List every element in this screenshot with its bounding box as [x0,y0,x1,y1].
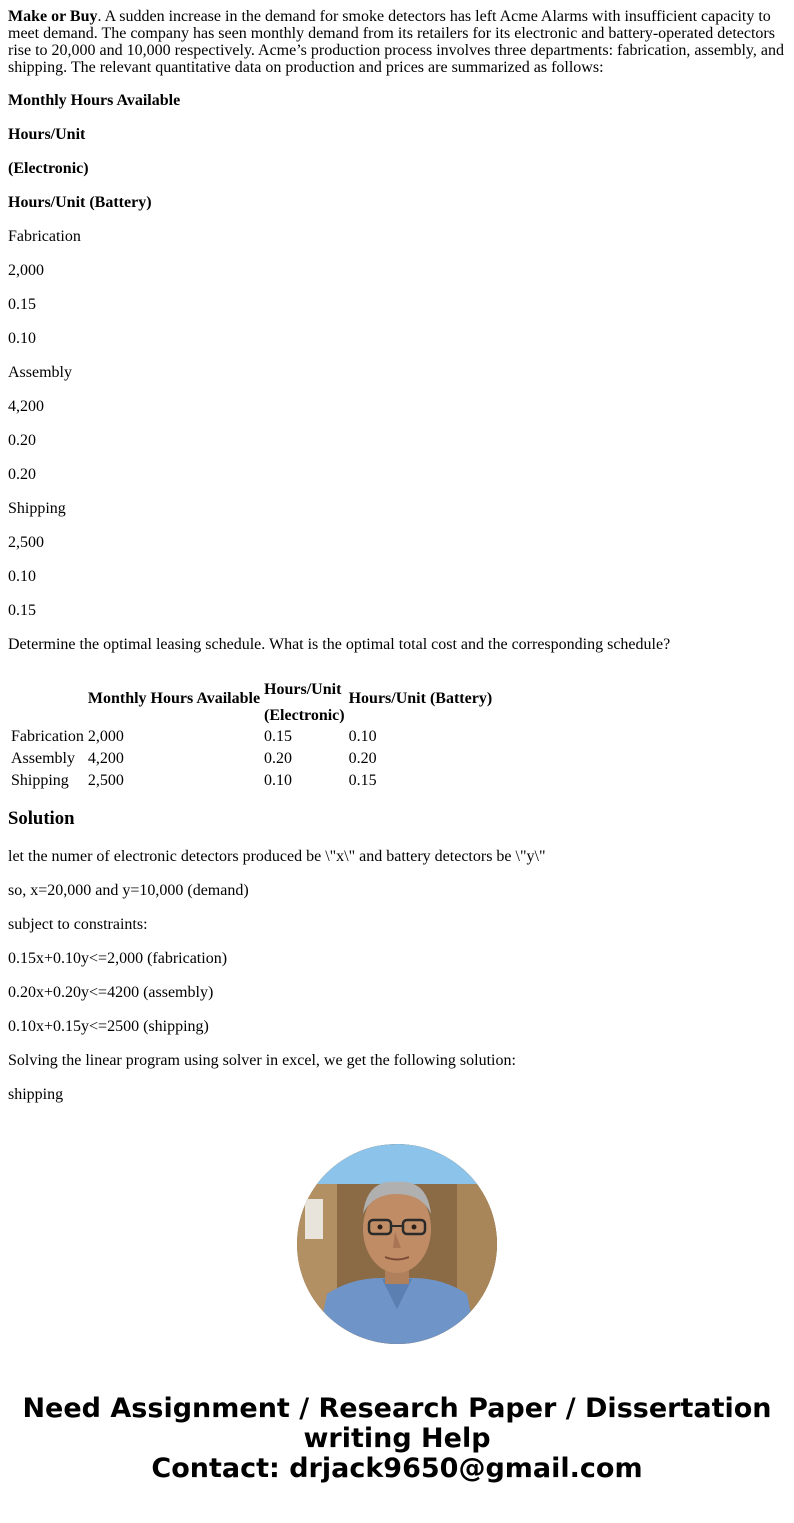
flat-cell: Fabrication [8,228,81,245]
banner-line: Need Assignment / Research Paper / Dissertation [22,1393,772,1424]
solution-line: Solving the linear program using solver in excel, we get the following solution: [8,1052,516,1069]
flat-header-monthly-hours: Monthly Hours Available [8,92,181,109]
table-cell: 2,500 [87,772,124,789]
table-row [10,727,493,747]
table-header-monthly-hours: Monthly Hours Available [87,690,261,707]
solution-line: shipping [8,1086,64,1103]
flat-cell: 2,500 [8,534,44,551]
contact-email: Contact: drjack9650@gmail.com [151,1453,643,1484]
solution-line: 0.10x+0.15y<=2500 (shipping) [8,1018,209,1035]
table-header-hours-unit-electronic [263,672,346,725]
flat-cell: 0.20 [8,466,36,483]
flat-header-battery: Hours/Unit (Battery) [8,194,152,211]
table-cell: 0.20 [348,750,377,767]
flat-cell: 4,200 [8,398,44,415]
table-cell: 0.10 [348,728,377,745]
flat-cell: 0.10 [8,330,36,347]
solution-line: subject to constraints: [8,916,148,933]
contact-banner [8,1394,786,1484]
table-cell: Assembly [11,750,75,767]
question-text: Determine the optimal leasing schedule. What is the optimal total cost and the corresponding schedule? [8,636,671,653]
solution-line: 0.15x+0.10y<=2,000 (fabrication) [8,950,228,967]
table-header-empty [10,672,85,725]
intro-title: Make or Buy [8,8,98,25]
table-header-hours-unit: Hours/Unit [264,681,342,698]
table-cell: Fabrication [11,728,84,745]
flat-header-hours-unit: Hours/Unit [8,126,86,143]
portrait-image [297,1144,497,1344]
table-header-row [10,672,493,725]
solution-heading: Solution [8,808,75,829]
flat-cell: 0.10 [8,568,36,585]
table-header-battery: Hours/Unit (Battery) [348,690,493,707]
solution-line: so, x=20,000 and y=10,000 (demand) [8,882,249,899]
table-row [10,749,493,769]
table-cell: Shipping [11,772,69,789]
table-cell: 0.10 [264,772,293,789]
flat-cell: Assembly [8,364,72,381]
table-cell: 2,000 [87,728,124,745]
author-avatar [297,1144,497,1344]
solution-line: 0.20x+0.20y<=4200 (assembly) [8,984,214,1001]
table-header-electronic: (Electronic) [264,707,345,724]
flat-cell: 0.20 [8,432,36,449]
table-cell: 4,200 [87,750,124,767]
table-cell: 0.20 [264,750,293,767]
flat-cell: 0.15 [8,602,36,619]
table-row [10,771,493,791]
flat-cell: 0.15 [8,296,36,313]
hours-table [8,670,495,793]
solution-line: let the numer of electronic detectors produced be \"x\" and battery detectors be \"y\" [8,848,546,865]
banner-line: writing Help [303,1423,491,1454]
table-cell: 0.15 [348,772,377,789]
table-cell: 0.15 [264,728,293,745]
avatar-container [8,1144,786,1344]
flat-cell: Shipping [8,500,66,517]
flat-header-electronic: (Electronic) [8,160,89,177]
flat-cell: 2,000 [8,262,44,279]
intro-paragraph [8,8,786,76]
intro-text: . A sudden increase in the demand for smoke detectors has left Acme Alarms with insufficient capacity to meet demand. The company has seen monthly demand from its retailers for its electronic and battery-operated detectors rise to 20,000 and 10,000 respectively. Acme’s production process involves three departments: fabrication, assembly, and shipping. The relevant quantitative data on production and prices are summarized as follows: [8,8,784,76]
